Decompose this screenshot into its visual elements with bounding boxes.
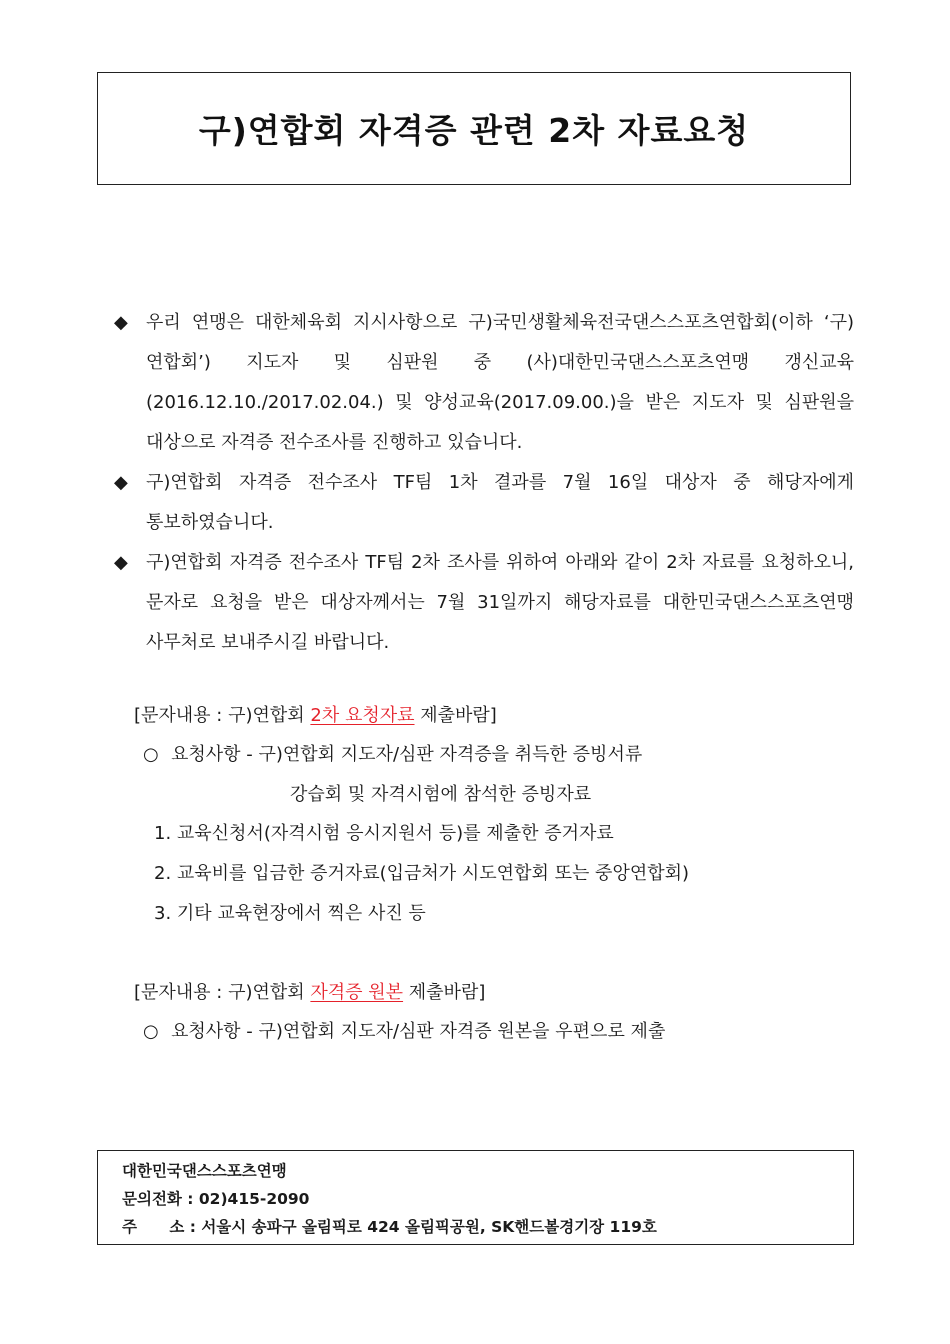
- section1-highlight: 2차 요청자료: [310, 705, 415, 726]
- diamond-bullet-icon: ◆: [114, 312, 128, 333]
- section1-request-line1: 요청사항 - 구)연합회 지도자/심판 자격증을 취득한 증빙서류: [171, 744, 643, 765]
- contact-footer: [97, 1150, 854, 1245]
- bullet-item: [114, 303, 854, 463]
- bullet-item: [114, 463, 854, 543]
- section2-prefix: [문자내용 : 구)연합회: [134, 982, 311, 1003]
- footer-phone: 문의전화 : 02)415-2090: [122, 1190, 310, 1208]
- bullet-text: 우리 연맹은 대한체육회 지시사항으로 구)국민생활체육전국댄스스포츠연합회(이하 ‘구)연합회’) 지도자 및 심판원 중 (사)대한민국댄스스포츠연맹 갱신교육(2016.12.10./2017.02.04.) 및 양성교육(2017.09.00.)을 받은 지도자 및 심판원을 대상으로 자격증 전수조사를 진행하고 있습니다.: [146, 312, 854, 453]
- circle-icon: ○: [143, 744, 159, 765]
- bullet-text: 구)연합회 자격증 전수조사 TF팀 1차 결과를 7월 16일 대상자 중 해당자에게 통보하였습니다.: [146, 472, 854, 533]
- section1-prefix: [문자내용 : 구)연합회: [134, 705, 311, 726]
- footer-org: 대한민국댄스스포츠연맹: [122, 1162, 287, 1180]
- section2-heading: [134, 973, 485, 1013]
- diamond-bullet-icon: ◆: [114, 552, 128, 573]
- notice-bullets: [114, 303, 854, 663]
- diamond-bullet-icon: ◆: [114, 472, 128, 493]
- section1-suffix: 제출바람]: [414, 705, 497, 726]
- section1-item: 1. 교육신청서(자격시험 응시지원서 등)를 제출한 증거자료: [154, 823, 614, 844]
- section2-suffix: 제출바람]: [403, 982, 486, 1003]
- section2-request-line1: 요청사항 - 구)연합회 지도자/심판 자격증 원본을 우편으로 제출: [171, 1021, 666, 1042]
- page-title: 구)연합회 자격증 관련 2차 자료요청: [198, 111, 750, 150]
- title-box: [97, 72, 851, 185]
- circle-icon: ○: [143, 1021, 159, 1042]
- section1-item: 2. 교육비를 입금한 증거자료(입금처가 시도연합회 또는 중앙연합회): [154, 863, 690, 884]
- bullet-text: 구)연합회 자격증 전수조사 TF팀 2차 조사를 위하여 아래와 같이 2차 자료를 요청하오니, 문자로 요청을 받은 대상자께서는 7월 31일까지 해당자료를 대한민국댄스스포츠연맹 사무처로 보내주시길 바랍니다.: [146, 552, 854, 653]
- bullet-item: [114, 543, 854, 663]
- section2-request: [143, 1012, 665, 1052]
- section1-request: [143, 735, 642, 775]
- section1-item: 3. 기타 교육현장에서 찍은 사진 등: [154, 903, 426, 924]
- section1-request-line2: 강습회 및 자격시험에 참석한 증빙자료: [290, 784, 592, 805]
- section1-heading: [134, 696, 497, 736]
- footer-address: 주 소 : 서울시 송파구 올림픽로 424 올림픽공원, SK핸드볼경기장 119호: [122, 1218, 657, 1236]
- section2-highlight: 자격증 원본: [310, 982, 404, 1003]
